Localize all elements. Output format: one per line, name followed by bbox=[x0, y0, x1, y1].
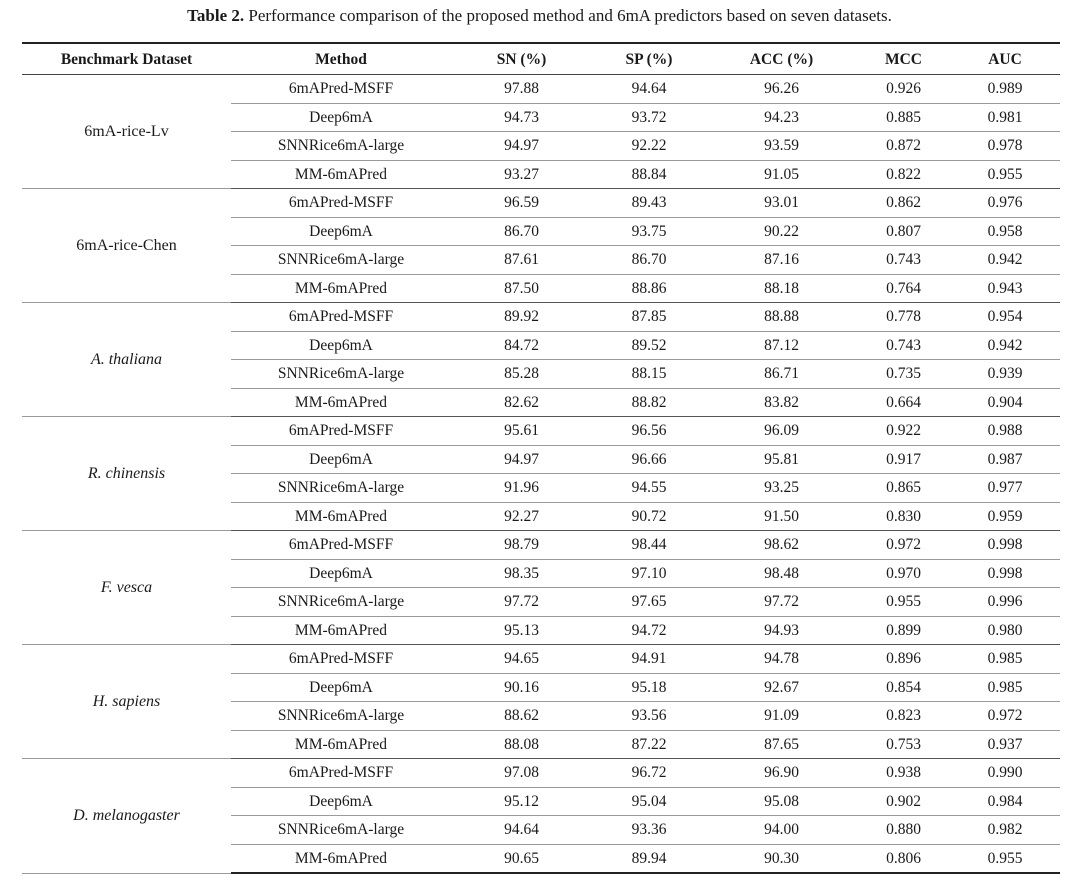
sn-cell: 97.72 bbox=[451, 588, 592, 617]
method-cell: Deep6mA bbox=[231, 331, 451, 360]
sp-cell: 97.65 bbox=[592, 588, 706, 617]
table-row bbox=[22, 531, 1060, 560]
auc-cell: 0.978 bbox=[950, 132, 1060, 161]
sp-cell: 96.72 bbox=[592, 759, 706, 788]
dataset-cell: D. melanogaster bbox=[22, 759, 231, 874]
auc-cell: 0.980 bbox=[950, 616, 1060, 645]
method-cell: MM-6mAPred bbox=[231, 502, 451, 531]
method-cell: SNNRice6mA-large bbox=[231, 360, 451, 389]
dataset-cell: 6mA-rice-Lv bbox=[22, 75, 231, 189]
dataset-cell: A. thaliana bbox=[22, 303, 231, 417]
sn-cell: 91.96 bbox=[451, 474, 592, 503]
auc-cell: 0.990 bbox=[950, 759, 1060, 788]
method-cell: SNNRice6mA-large bbox=[231, 588, 451, 617]
header-acc: ACC (%) bbox=[706, 43, 857, 75]
mcc-cell: 0.830 bbox=[857, 502, 950, 531]
mcc-cell: 0.764 bbox=[857, 274, 950, 303]
sn-cell: 90.16 bbox=[451, 673, 592, 702]
table-header bbox=[22, 43, 1060, 75]
method-cell: Deep6mA bbox=[231, 673, 451, 702]
sn-cell: 94.65 bbox=[451, 645, 592, 674]
method-cell: Deep6mA bbox=[231, 103, 451, 132]
acc-cell: 94.00 bbox=[706, 816, 857, 845]
header-row bbox=[22, 43, 1060, 75]
method-cell: 6mAPred-MSFF bbox=[231, 189, 451, 218]
acc-cell: 90.22 bbox=[706, 217, 857, 246]
acc-cell: 94.93 bbox=[706, 616, 857, 645]
sn-cell: 93.27 bbox=[451, 160, 592, 189]
auc-cell: 0.989 bbox=[950, 75, 1060, 104]
method-cell: Deep6mA bbox=[231, 445, 451, 474]
mcc-cell: 0.743 bbox=[857, 331, 950, 360]
acc-cell: 86.71 bbox=[706, 360, 857, 389]
sp-cell: 93.56 bbox=[592, 702, 706, 731]
mcc-cell: 0.922 bbox=[857, 417, 950, 446]
acc-cell: 96.90 bbox=[706, 759, 857, 788]
sn-cell: 92.27 bbox=[451, 502, 592, 531]
table-row bbox=[22, 645, 1060, 674]
acc-cell: 98.62 bbox=[706, 531, 857, 560]
mcc-cell: 0.823 bbox=[857, 702, 950, 731]
mcc-cell: 0.899 bbox=[857, 616, 950, 645]
mcc-cell: 0.778 bbox=[857, 303, 950, 332]
auc-cell: 0.955 bbox=[950, 160, 1060, 189]
sp-cell: 94.91 bbox=[592, 645, 706, 674]
acc-cell: 95.81 bbox=[706, 445, 857, 474]
mcc-cell: 0.807 bbox=[857, 217, 950, 246]
sn-cell: 87.61 bbox=[451, 246, 592, 275]
acc-cell: 88.18 bbox=[706, 274, 857, 303]
sp-cell: 93.36 bbox=[592, 816, 706, 845]
method-cell: Deep6mA bbox=[231, 559, 451, 588]
header-method: Method bbox=[231, 43, 451, 75]
sp-cell: 96.56 bbox=[592, 417, 706, 446]
header-benchmark-dataset: Benchmark Dataset bbox=[22, 43, 231, 75]
method-cell: SNNRice6mA-large bbox=[231, 246, 451, 275]
auc-cell: 0.976 bbox=[950, 189, 1060, 218]
header-sn: SN (%) bbox=[451, 43, 592, 75]
sp-cell: 88.82 bbox=[592, 388, 706, 417]
sn-cell: 88.08 bbox=[451, 730, 592, 759]
sn-cell: 97.88 bbox=[451, 75, 592, 104]
acc-cell: 90.30 bbox=[706, 844, 857, 873]
mcc-cell: 0.862 bbox=[857, 189, 950, 218]
mcc-cell: 0.735 bbox=[857, 360, 950, 389]
sp-cell: 93.75 bbox=[592, 217, 706, 246]
auc-cell: 0.904 bbox=[950, 388, 1060, 417]
mcc-cell: 0.972 bbox=[857, 531, 950, 560]
sn-cell: 96.59 bbox=[451, 189, 592, 218]
auc-cell: 0.958 bbox=[950, 217, 1060, 246]
sp-cell: 95.18 bbox=[592, 673, 706, 702]
acc-cell: 96.09 bbox=[706, 417, 857, 446]
mcc-cell: 0.822 bbox=[857, 160, 950, 189]
acc-cell: 91.05 bbox=[706, 160, 857, 189]
sp-cell: 96.66 bbox=[592, 445, 706, 474]
sn-cell: 98.79 bbox=[451, 531, 592, 560]
acc-cell: 88.88 bbox=[706, 303, 857, 332]
mcc-cell: 0.938 bbox=[857, 759, 950, 788]
mcc-cell: 0.753 bbox=[857, 730, 950, 759]
method-cell: 6mAPred-MSFF bbox=[231, 531, 451, 560]
table-row bbox=[22, 759, 1060, 788]
auc-cell: 0.959 bbox=[950, 502, 1060, 531]
caption-label: Table 2. bbox=[187, 6, 245, 25]
sp-cell: 97.10 bbox=[592, 559, 706, 588]
sn-cell: 98.35 bbox=[451, 559, 592, 588]
acc-cell: 97.72 bbox=[706, 588, 857, 617]
auc-cell: 0.998 bbox=[950, 559, 1060, 588]
method-cell: MM-6mAPred bbox=[231, 844, 451, 873]
sn-cell: 97.08 bbox=[451, 759, 592, 788]
method-cell: 6mAPred-MSFF bbox=[231, 75, 451, 104]
header-mcc: MCC bbox=[857, 43, 950, 75]
auc-cell: 0.977 bbox=[950, 474, 1060, 503]
sp-cell: 88.84 bbox=[592, 160, 706, 189]
acc-cell: 91.50 bbox=[706, 502, 857, 531]
sp-cell: 94.64 bbox=[592, 75, 706, 104]
sn-cell: 88.62 bbox=[451, 702, 592, 731]
acc-cell: 87.12 bbox=[706, 331, 857, 360]
performance-table bbox=[22, 42, 1060, 874]
method-cell: 6mAPred-MSFF bbox=[231, 759, 451, 788]
acc-cell: 91.09 bbox=[706, 702, 857, 731]
mcc-cell: 0.926 bbox=[857, 75, 950, 104]
sp-cell: 89.43 bbox=[592, 189, 706, 218]
sn-cell: 95.12 bbox=[451, 787, 592, 816]
method-cell: MM-6mAPred bbox=[231, 274, 451, 303]
method-cell: 6mAPred-MSFF bbox=[231, 417, 451, 446]
mcc-cell: 0.885 bbox=[857, 103, 950, 132]
dataset-cell: R. chinensis bbox=[22, 417, 231, 531]
sn-cell: 85.28 bbox=[451, 360, 592, 389]
mcc-cell: 0.880 bbox=[857, 816, 950, 845]
method-cell: MM-6mAPred bbox=[231, 388, 451, 417]
header-auc: AUC bbox=[950, 43, 1060, 75]
table-body bbox=[22, 75, 1060, 874]
acc-cell: 94.23 bbox=[706, 103, 857, 132]
sp-cell: 86.70 bbox=[592, 246, 706, 275]
dataset-cell: F. vesca bbox=[22, 531, 231, 645]
sp-cell: 95.04 bbox=[592, 787, 706, 816]
method-cell: Deep6mA bbox=[231, 787, 451, 816]
auc-cell: 0.943 bbox=[950, 274, 1060, 303]
mcc-cell: 0.955 bbox=[857, 588, 950, 617]
method-cell: 6mAPred-MSFF bbox=[231, 645, 451, 674]
sp-cell: 89.52 bbox=[592, 331, 706, 360]
acc-cell: 93.25 bbox=[706, 474, 857, 503]
acc-cell: 87.16 bbox=[706, 246, 857, 275]
auc-cell: 0.984 bbox=[950, 787, 1060, 816]
sp-cell: 88.15 bbox=[592, 360, 706, 389]
sn-cell: 94.97 bbox=[451, 445, 592, 474]
sn-cell: 82.62 bbox=[451, 388, 592, 417]
dataset-cell: H. sapiens bbox=[22, 645, 231, 759]
mcc-cell: 0.664 bbox=[857, 388, 950, 417]
mcc-cell: 0.872 bbox=[857, 132, 950, 161]
method-cell: Deep6mA bbox=[231, 217, 451, 246]
sn-cell: 90.65 bbox=[451, 844, 592, 873]
auc-cell: 0.972 bbox=[950, 702, 1060, 731]
sn-cell: 95.13 bbox=[451, 616, 592, 645]
auc-cell: 0.937 bbox=[950, 730, 1060, 759]
auc-cell: 0.987 bbox=[950, 445, 1060, 474]
method-cell: MM-6mAPred bbox=[231, 730, 451, 759]
sp-cell: 90.72 bbox=[592, 502, 706, 531]
header-sp: SP (%) bbox=[592, 43, 706, 75]
sp-cell: 88.86 bbox=[592, 274, 706, 303]
auc-cell: 0.955 bbox=[950, 844, 1060, 873]
mcc-cell: 0.970 bbox=[857, 559, 950, 588]
sp-cell: 92.22 bbox=[592, 132, 706, 161]
sn-cell: 87.50 bbox=[451, 274, 592, 303]
auc-cell: 0.942 bbox=[950, 331, 1060, 360]
method-cell: SNNRice6mA-large bbox=[231, 474, 451, 503]
acc-cell: 87.65 bbox=[706, 730, 857, 759]
sp-cell: 87.22 bbox=[592, 730, 706, 759]
mcc-cell: 0.902 bbox=[857, 787, 950, 816]
table-row bbox=[22, 303, 1060, 332]
sn-cell: 94.64 bbox=[451, 816, 592, 845]
auc-cell: 0.942 bbox=[950, 246, 1060, 275]
mcc-cell: 0.865 bbox=[857, 474, 950, 503]
sp-cell: 94.55 bbox=[592, 474, 706, 503]
auc-cell: 0.988 bbox=[950, 417, 1060, 446]
dataset-cell: 6mA-rice-Chen bbox=[22, 189, 231, 303]
table-row bbox=[22, 75, 1060, 104]
acc-cell: 83.82 bbox=[706, 388, 857, 417]
auc-cell: 0.996 bbox=[950, 588, 1060, 617]
sp-cell: 89.94 bbox=[592, 844, 706, 873]
table-row bbox=[22, 417, 1060, 446]
mcc-cell: 0.743 bbox=[857, 246, 950, 275]
acc-cell: 93.01 bbox=[706, 189, 857, 218]
acc-cell: 93.59 bbox=[706, 132, 857, 161]
auc-cell: 0.981 bbox=[950, 103, 1060, 132]
sn-cell: 95.61 bbox=[451, 417, 592, 446]
acc-cell: 92.67 bbox=[706, 673, 857, 702]
caption-text: Performance comparison of the proposed method and 6mA predictors based on seven datasets. bbox=[244, 6, 892, 25]
method-cell: MM-6mAPred bbox=[231, 616, 451, 645]
method-cell: SNNRice6mA-large bbox=[231, 816, 451, 845]
sn-cell: 86.70 bbox=[451, 217, 592, 246]
method-cell: MM-6mAPred bbox=[231, 160, 451, 189]
acc-cell: 94.78 bbox=[706, 645, 857, 674]
sn-cell: 89.92 bbox=[451, 303, 592, 332]
sp-cell: 98.44 bbox=[592, 531, 706, 560]
sp-cell: 93.72 bbox=[592, 103, 706, 132]
acc-cell: 95.08 bbox=[706, 787, 857, 816]
table-row bbox=[22, 189, 1060, 218]
mcc-cell: 0.854 bbox=[857, 673, 950, 702]
method-cell: SNNRice6mA-large bbox=[231, 702, 451, 731]
auc-cell: 0.998 bbox=[950, 531, 1060, 560]
sp-cell: 94.72 bbox=[592, 616, 706, 645]
mcc-cell: 0.806 bbox=[857, 844, 950, 873]
auc-cell: 0.939 bbox=[950, 360, 1060, 389]
acc-cell: 98.48 bbox=[706, 559, 857, 588]
method-cell: SNNRice6mA-large bbox=[231, 132, 451, 161]
auc-cell: 0.954 bbox=[950, 303, 1060, 332]
acc-cell: 96.26 bbox=[706, 75, 857, 104]
auc-cell: 0.985 bbox=[950, 645, 1060, 674]
mcc-cell: 0.917 bbox=[857, 445, 950, 474]
auc-cell: 0.985 bbox=[950, 673, 1060, 702]
sn-cell: 94.73 bbox=[451, 103, 592, 132]
table-caption bbox=[0, 0, 1079, 34]
sn-cell: 94.97 bbox=[451, 132, 592, 161]
auc-cell: 0.982 bbox=[950, 816, 1060, 845]
sn-cell: 84.72 bbox=[451, 331, 592, 360]
method-cell: 6mAPred-MSFF bbox=[231, 303, 451, 332]
sp-cell: 87.85 bbox=[592, 303, 706, 332]
mcc-cell: 0.896 bbox=[857, 645, 950, 674]
